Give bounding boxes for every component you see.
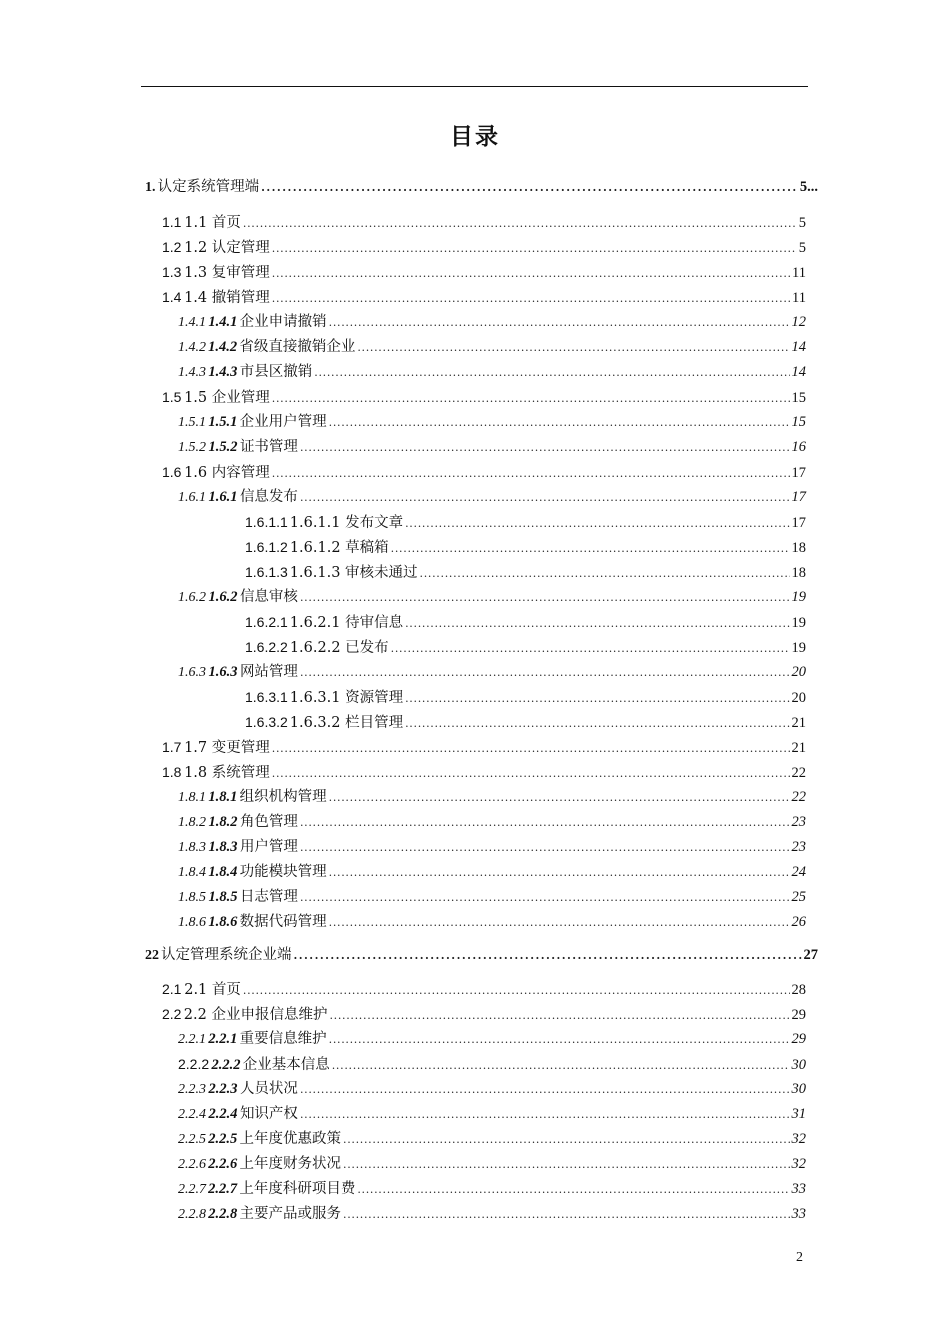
toc-entry-subnumber: 1.8.6 — [208, 914, 238, 930]
toc-entry[interactable] — [178, 435, 806, 459]
page-number: 2 — [796, 1250, 803, 1265]
toc-entry[interactable] — [162, 460, 806, 484]
toc-entry-number: 1.7 — [162, 739, 182, 755]
toc-entry-label: 1.5 企业管理 — [184, 390, 270, 406]
toc-entry-label: 1.7 变更管理 — [184, 740, 270, 756]
toc-entry-label: 1.6.3.1 资源管理 — [289, 690, 404, 706]
toc-entry-page: 32 — [791, 1131, 806, 1147]
toc-entry-page: 24 — [791, 864, 806, 880]
dot-leader — [300, 1103, 790, 1127]
toc-entry-label: 数据代码管理 — [239, 914, 327, 930]
toc-entry-number: 1.8.4 — [178, 865, 206, 880]
toc-entry[interactable] — [178, 360, 806, 384]
toc-entry-number: 1.4.2 — [178, 340, 206, 355]
toc-entry-number: 1.8.2 — [178, 815, 206, 830]
toc-entry-page: 14 — [791, 339, 806, 355]
toc-entry-number: 2.2.7 — [178, 1182, 206, 1197]
toc-entry-number: 1.5 — [162, 389, 182, 405]
dot-leader — [300, 486, 790, 510]
toc-entry-subnumber: 1.8.1 — [208, 789, 238, 805]
toc-entry-subnumber: 2.2.3 — [208, 1081, 238, 1097]
toc-entry-page: 19 — [791, 615, 806, 631]
toc-entry-page: 30 — [791, 1081, 807, 1097]
toc-entry-number: 1.1 — [162, 214, 182, 230]
toc-entry-label: 知识产权 — [239, 1106, 298, 1122]
dot-leader — [243, 979, 790, 1003]
toc-entry-label: 信息审核 — [239, 589, 298, 605]
toc-entry-label: 上年度优惠政策 — [239, 1131, 341, 1147]
toc-entry-number: 1.6.2 — [178, 590, 206, 605]
dot-leader — [300, 661, 790, 685]
toc-entry-subnumber: 2.2.6 — [208, 1156, 238, 1172]
dot-leader — [294, 944, 802, 968]
toc-entry-page: 33 — [791, 1181, 806, 1197]
toc-entry-label: 功能模块管理 — [239, 864, 327, 880]
toc-entry-page: 27 — [803, 947, 818, 963]
toc-entry[interactable] — [145, 943, 818, 967]
dot-leader — [300, 586, 790, 610]
dot-leader — [332, 1054, 790, 1078]
toc-entry-page: 19 — [791, 589, 807, 605]
toc-entry-number: 1.3 — [162, 264, 182, 280]
toc-entry-page: 33 — [791, 1206, 806, 1222]
toc-entry-label: 2.2 企业申报信息维护 — [183, 1007, 328, 1023]
toc-entry-page: 20 — [791, 664, 807, 680]
toc-entry-label: 1.1 首页 — [184, 215, 241, 231]
dot-leader — [272, 737, 790, 761]
toc-entry[interactable] — [162, 735, 806, 759]
toc-entry[interactable] — [162, 235, 806, 259]
toc-entry-label: 1.6.1.2 草稿箱 — [289, 540, 389, 556]
toc-entry[interactable] — [178, 585, 806, 609]
toc-entry-label: 人员状况 — [239, 1081, 298, 1097]
toc-entry-page: 18 — [791, 540, 806, 556]
dot-leader — [300, 836, 790, 860]
dot-leader — [329, 1004, 789, 1028]
toc-entry[interactable] — [178, 485, 806, 509]
toc-entry-page: 28 — [791, 982, 806, 998]
toc-entry-page: 30 — [791, 1057, 806, 1073]
toc-entry-number: 1.4.3 — [178, 365, 206, 380]
toc-entry-number: 1.4.1 — [178, 315, 206, 330]
toc-entry-page: 12 — [791, 314, 806, 330]
toc-entry-number: 1.6.3 — [178, 665, 206, 680]
toc-entry[interactable] — [178, 310, 806, 334]
toc-entry[interactable] — [178, 810, 806, 834]
toc-entry-label: 1.6.2.1 待审信息 — [289, 615, 404, 631]
toc-entry-label: 1.6.1.1 发布文章 — [289, 515, 404, 531]
dot-leader — [405, 712, 789, 736]
toc-entry[interactable] — [245, 685, 806, 709]
toc-entry-page: 21 — [791, 740, 806, 756]
toc-entry[interactable] — [178, 860, 806, 884]
toc-entry-label: 企业基本信息 — [242, 1057, 330, 1073]
toc-entry[interactable] — [162, 760, 806, 784]
toc-entry-number: 2.1 — [162, 981, 182, 997]
toc-entry-page: 17 — [791, 515, 806, 531]
toc-entry-label: 1.6.2.2 已发布 — [289, 640, 389, 656]
toc-entry-number: 1.6.3.2 — [245, 714, 288, 730]
toc-entry-label: 市县区撤销 — [239, 364, 313, 380]
toc-entry[interactable] — [245, 710, 806, 734]
toc-entry-subnumber: 1.6.2 — [208, 589, 238, 605]
dot-leader — [329, 411, 790, 435]
toc-entry-number: 1.6.1.2 — [245, 539, 288, 555]
toc-entry-page: 32 — [791, 1156, 806, 1172]
toc-entry-number: 1.8.1 — [178, 790, 206, 805]
toc-entry-label: 认定管理系统企业端 — [161, 947, 292, 963]
dot-leader — [343, 1153, 790, 1177]
toc-entry-subnumber: 1.8.2 — [208, 814, 238, 830]
toc-entry-label: 1.2 认定管理 — [184, 240, 270, 256]
toc-entry-label: 证书管理 — [239, 439, 298, 455]
toc-entry-number: 1.5.1 — [178, 415, 206, 430]
toc-entry-label: 1.6.3.2 栏目管理 — [289, 715, 404, 731]
toc-entry-number: 2.2.8 — [178, 1207, 206, 1222]
dot-leader — [300, 1078, 790, 1102]
toc-entry-number: 1.5.2 — [178, 440, 206, 455]
dot-leader — [272, 262, 790, 286]
toc-entry-subnumber: 2.2.7 — [208, 1181, 238, 1197]
toc-entry-subnumber: 1.8.5 — [208, 889, 238, 905]
toc-entry[interactable] — [162, 385, 806, 409]
toc-entry-number: 1.6 — [162, 464, 182, 480]
dot-leader — [329, 786, 790, 810]
toc-entry-page: 22 — [791, 765, 806, 781]
toc-entry-label: 省级直接撤销企业 — [239, 339, 356, 355]
toc-entry-number: 1.8.3 — [178, 840, 206, 855]
toc-entry-subnumber: 1.4.3 — [208, 364, 238, 380]
toc-entry-label: 网站管理 — [239, 664, 298, 680]
toc-entry[interactable] — [245, 610, 806, 634]
toc-entry-label: 信息发布 — [239, 489, 298, 505]
toc-entry[interactable] — [245, 535, 806, 559]
dot-leader — [343, 1203, 790, 1227]
toc-entry[interactable] — [245, 635, 806, 659]
toc-entry[interactable] — [178, 1127, 806, 1151]
toc-entry-number: 2.2.1 — [178, 1032, 206, 1047]
toc-entry-label: 重要信息维护 — [239, 1031, 327, 1047]
toc-entry-subnumber: 2.2.2 — [211, 1057, 241, 1073]
dot-leader — [300, 886, 790, 910]
dot-leader — [420, 562, 790, 586]
toc-entry-number: 2.2.4 — [178, 1107, 206, 1122]
header-rule — [141, 86, 808, 87]
toc-entry-label: 组织机构管理 — [239, 789, 327, 805]
toc-entry-number: 1.8 — [162, 764, 182, 780]
toc-entry-number: 2.2 — [162, 1006, 182, 1022]
toc-entry-label: 2.1 首页 — [184, 982, 241, 998]
toc-entry-number: 2.2.2 — [178, 1056, 210, 1072]
toc-entry[interactable] — [178, 1077, 806, 1101]
toc-entry[interactable] — [178, 1202, 806, 1226]
dot-leader — [314, 361, 789, 385]
toc-entry-page: 15 — [791, 390, 806, 406]
toc-entry-subnumber: 1.6.1 — [208, 489, 238, 505]
toc-entry-label: 1.6.1.3 审核未通过 — [289, 565, 418, 581]
toc-entry-label: 1.3 复审管理 — [184, 265, 270, 281]
dot-leader — [343, 1128, 790, 1152]
dot-leader — [329, 311, 790, 335]
toc-entry[interactable] — [162, 1002, 806, 1026]
toc-entry-label: 主要产品或服务 — [239, 1206, 341, 1222]
toc-entry-page: 5 — [798, 240, 806, 256]
toc-entry-subnumber: 2.2.1 — [208, 1031, 238, 1047]
toc-entry-subnumber: 2.2.4 — [208, 1106, 238, 1122]
toc-entry[interactable] — [178, 785, 806, 809]
toc-entry-page: 19 — [791, 640, 806, 656]
toc-entry[interactable] — [178, 410, 806, 434]
toc-entry-label: 用户管理 — [239, 839, 298, 855]
toc-entry[interactable] — [178, 335, 806, 359]
dot-leader — [391, 537, 790, 561]
toc-entry[interactable] — [145, 175, 818, 199]
toc-entry-subnumber: 2.2.5 — [208, 1131, 238, 1147]
toc-entry-page: 20 — [791, 690, 806, 706]
toc-entry-number: 1.4 — [162, 289, 182, 305]
toc-entry-page: 17 — [791, 489, 807, 505]
toc-entry-page: 16 — [791, 439, 807, 455]
dot-leader — [272, 762, 790, 786]
toc-entry-subnumber: 1.4.1 — [208, 314, 238, 330]
toc-entry-page: 29 — [791, 1007, 806, 1023]
dot-leader — [329, 1028, 790, 1052]
toc-entry-number: 1.6.1.1 — [245, 514, 288, 530]
toc-entry-label: 1.4 撤销管理 — [184, 290, 270, 306]
dot-leader — [405, 687, 789, 711]
toc-entry-number: 1.6.1.3 — [245, 564, 288, 580]
toc-entry-number: 1.6.2.2 — [245, 639, 288, 655]
dot-leader — [391, 637, 790, 661]
toc-entry[interactable] — [178, 885, 806, 909]
toc-entry[interactable] — [178, 1027, 806, 1051]
toc-entry-number: 22 — [145, 948, 159, 963]
toc-entry-subnumber: 1.5.1 — [208, 414, 238, 430]
toc-entry-label: 企业用户管理 — [239, 414, 327, 430]
toc-entry-page: 22 — [791, 789, 806, 805]
toc-entry-subnumber: 2.2.8 — [208, 1206, 238, 1222]
toc-entry-subnumber: 1.4.2 — [208, 339, 238, 355]
toc-entry-page: 21 — [791, 715, 806, 731]
toc-entry[interactable] — [245, 560, 806, 584]
toc-entry[interactable] — [178, 1152, 806, 1176]
toc-entry-page: 5 — [798, 215, 806, 231]
toc-entry[interactable] — [162, 977, 806, 1001]
toc-entry-label: 认定系统管理端 — [157, 179, 260, 195]
toc-entry[interactable] — [178, 660, 806, 684]
toc-entry-number: 2.2.6 — [178, 1157, 206, 1172]
toc-entry-number: 1.6.1 — [178, 490, 206, 505]
toc-entry-label: 角色管理 — [239, 814, 298, 830]
dot-leader — [357, 336, 789, 360]
toc-entry[interactable] — [245, 510, 806, 534]
toc-entry-subnumber: 1.8.4 — [208, 864, 238, 880]
toc-entry-number: 1.6.2.1 — [245, 614, 288, 630]
toc-entry[interactable] — [162, 210, 806, 234]
toc-entry-number: 1.2 — [162, 239, 182, 255]
toc-entry[interactable] — [178, 1052, 806, 1076]
toc-entry-number: 1.6.3.1 — [245, 689, 288, 705]
toc-entry[interactable] — [178, 1177, 806, 1201]
dot-leader — [261, 176, 798, 200]
toc-entry[interactable] — [178, 835, 806, 859]
toc-entry-page: 31 — [791, 1106, 807, 1122]
toc-entry-number: 1.8.6 — [178, 915, 206, 930]
toc-entry-label: 日志管理 — [239, 889, 298, 905]
dot-leader — [300, 811, 790, 835]
toc-entry-subnumber: 1.6.3 — [208, 664, 238, 680]
toc-entry-page: 18 — [791, 565, 806, 581]
dot-leader — [357, 1178, 789, 1202]
toc-entry-subnumber: 1.8.3 — [208, 839, 238, 855]
toc-entry-page: 5... — [799, 179, 818, 195]
dot-leader — [405, 512, 789, 536]
toc-entry-page: 15 — [791, 414, 806, 430]
toc-entry-page: 17 — [791, 465, 806, 481]
toc-entry-label: 1.6 内容管理 — [184, 465, 270, 481]
toc-entry-page: 23 — [791, 814, 807, 830]
dot-leader — [329, 861, 790, 885]
toc-entry[interactable] — [162, 285, 806, 309]
dot-leader — [405, 612, 789, 636]
dot-leader — [272, 287, 790, 311]
page-title: 目录 — [450, 124, 500, 150]
dot-leader — [329, 911, 790, 935]
dot-leader — [272, 237, 797, 261]
toc-entry-page: 29 — [791, 1031, 806, 1047]
toc-entry-page: 14 — [791, 364, 806, 380]
toc-entry-page: 11 — [792, 265, 806, 281]
dot-leader — [272, 387, 790, 411]
toc-entry-subnumber: 1.5.2 — [208, 439, 238, 455]
dot-leader — [243, 212, 797, 236]
toc-entry[interactable] — [178, 910, 806, 934]
toc-entry-label: 上年度财务状况 — [239, 1156, 341, 1172]
toc-entry-page: 23 — [791, 839, 807, 855]
toc-entry-label: 1.8 系统管理 — [184, 765, 270, 781]
toc-entry-page: 11 — [792, 290, 806, 306]
dot-leader — [272, 462, 790, 486]
toc-entry-number: 1.8.5 — [178, 890, 206, 905]
toc-entry-number: 1. — [145, 180, 156, 195]
toc-entry-label: 企业申请撤销 — [239, 314, 327, 330]
toc-entry-number: 2.2.5 — [178, 1132, 206, 1147]
toc-entry[interactable] — [178, 1102, 806, 1126]
toc-entry-label: 上年度科研项目费 — [239, 1181, 356, 1197]
dot-leader — [300, 436, 790, 460]
toc-entry-number: 2.2.3 — [178, 1082, 206, 1097]
toc-entry-page: 25 — [791, 889, 807, 905]
toc-entry-page: 26 — [791, 914, 806, 930]
toc-entry[interactable] — [162, 260, 806, 284]
